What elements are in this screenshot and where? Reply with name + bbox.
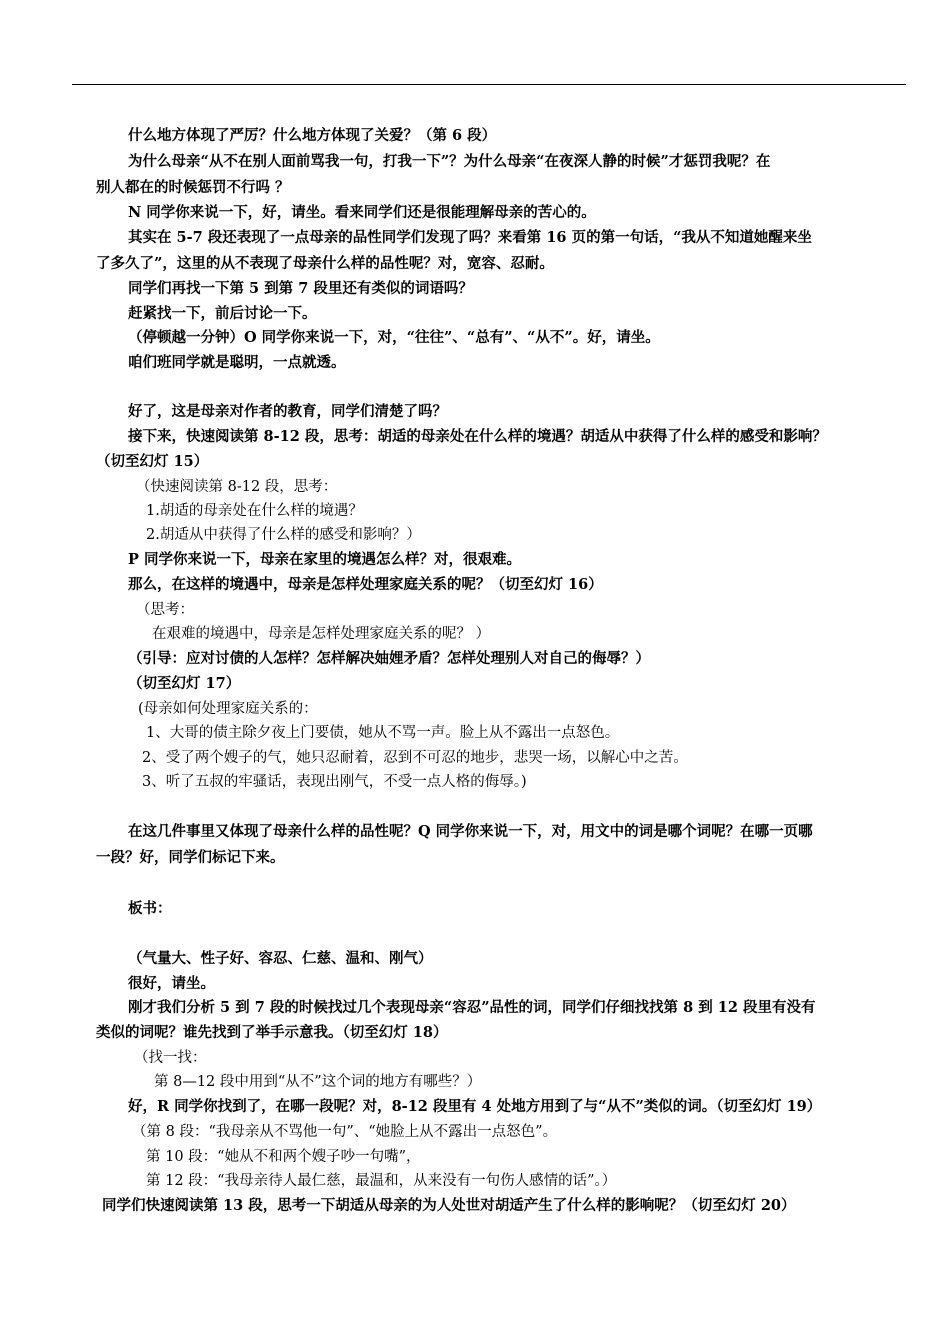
text-line: (母亲如何处理家庭关系的：	[138, 701, 318, 717]
text-line: （引导：应对讨债的人怎样？怎样解决妯娌矛盾？怎样处理别人对自己的侮辱？）	[128, 650, 650, 667]
text-line: 第 8—12 段中用到“从不”这个词的地方有哪些？）	[154, 1074, 482, 1090]
text-line: （快速阅读第 8-12 段，思考：	[136, 479, 338, 495]
text-line: 了多久了”，这里的从不表现了母亲什么样的品性呢？对，宽容、忍耐。	[96, 255, 554, 272]
text-line: 类似的词呢？谁先找到了举手示意我。（切至幻灯 18）	[96, 1024, 448, 1041]
text-line: 好，R 同学你找到了，在哪一段呢？对，8-12 段里有 4 处地方用到了与“从不”类似的词。（切至幻灯 19）	[128, 1098, 822, 1115]
text-line: 2、受了两个嫂子的气，她只忍耐着，忍到不可忍的地步，悲哭一场，以解心中之苦。	[142, 750, 688, 766]
text-line: （停顿越一分钟）O 同学你来说一下，对，“往往”、“总有”、“从不”。好，请坐。	[128, 329, 660, 346]
text-line: （气量大、性子好、容忍、仁慈、温和、刚气）	[128, 950, 433, 967]
text-line: （找一找：	[134, 1050, 207, 1066]
text-line: 同学们再找一下第 5 到第 7 段里还有类似的词语吗？	[128, 280, 473, 297]
text-line: 第 10 段：“她从不和两个嫂子吵一句嘴”，	[146, 1149, 421, 1165]
text-line: （切至幻灯 15）	[96, 453, 209, 470]
text-line: 为什么母亲“从不在别人面前骂我一句，打我一下”？为什么母亲“在夜深人静的时候”才惩罚我呢？在	[128, 153, 771, 170]
blackboard-label: 板书：	[128, 900, 172, 917]
text-line: 那么，在这样的境遇中，母亲是怎样处理家庭关系的呢？（切至幻灯 16）	[128, 576, 603, 593]
text-line: （思考：	[136, 602, 194, 618]
text-line: 1、大哥的债主除夕夜上门要债，她从不骂一声。脸上从不露出一点怒色。	[146, 725, 620, 741]
text-line: 一段？好，同学们标记下来。	[96, 849, 285, 866]
text-line: （第 8 段：“我母亲从不骂他一句”、“她脸上从不露出一点怒色”。	[132, 1124, 558, 1140]
text-line: 刚才我们分析 5 到 7 段的时候找过几个表现母亲“容忍”品性的词，同学们仔细找找第 8 到 12 段里有没有	[128, 999, 816, 1016]
text-line: 接下来，快速阅读第 8-12 段，思考：胡适的母亲处在什么样的境遇？胡适从中获得了什么样的感受和影响？	[128, 428, 827, 445]
header-rule	[72, 84, 906, 85]
text-line: 什么地方体现了严厉？什么地方体现了关爱？（第 6 段）	[128, 127, 497, 144]
text-line: 好了，这是母亲对作者的教育，同学们清楚了吗？	[128, 403, 447, 420]
text-line: N 同学你来说一下，好，请坐。看来同学们还是很能理解母亲的苦心的。	[128, 204, 596, 221]
text-line: 咱们班同学就是聪明，一点就透。	[128, 354, 346, 371]
text-line: （切至幻灯 17）	[128, 675, 241, 692]
text-line: 在这几件事里又体现了母亲什么样的品性呢？Q 同学你来说一下，对，用文中的词是哪个词呢？在哪一页哪	[128, 823, 813, 840]
text-line: 1.胡适的母亲处在什么样的境遇？	[146, 503, 363, 519]
text-line: 在艰难的境遇中，母亲是怎样处理家庭关系的呢？ ）	[152, 626, 491, 642]
text-line: 2.胡适从中获得了什么样的感受和影响？）	[146, 527, 421, 543]
text-line: 别人都在的时候惩罚不行吗 ？	[96, 179, 290, 196]
text-line: 赶紧找一下，前后讨论一下。	[128, 305, 317, 322]
text-line: 3、听了五叔的牢骚话，表现出刚气，不受一点人格的侮辱。)	[142, 774, 527, 790]
text-line: 很好，请坐。	[128, 975, 215, 992]
text-line: 其实在 5-7 段还表现了一点母亲的品性同学们发现了吗？来看第 16 页的第一句话，“我从不知道她醒来坐	[128, 229, 812, 246]
text-line: P 同学你来说一下，母亲在家里的境遇怎么样？对，很艰难。	[128, 551, 521, 568]
text-line: 第 12 段：“我母亲待人最仁慈，最温和，从来没有一句伤人感情的话”。）	[146, 1173, 617, 1189]
text-line: 同学们快速阅读第 13 段，思考一下胡适从母亲的为人处世对胡适产生了什么样的影响呢？（切至幻灯 20）	[102, 1197, 796, 1214]
